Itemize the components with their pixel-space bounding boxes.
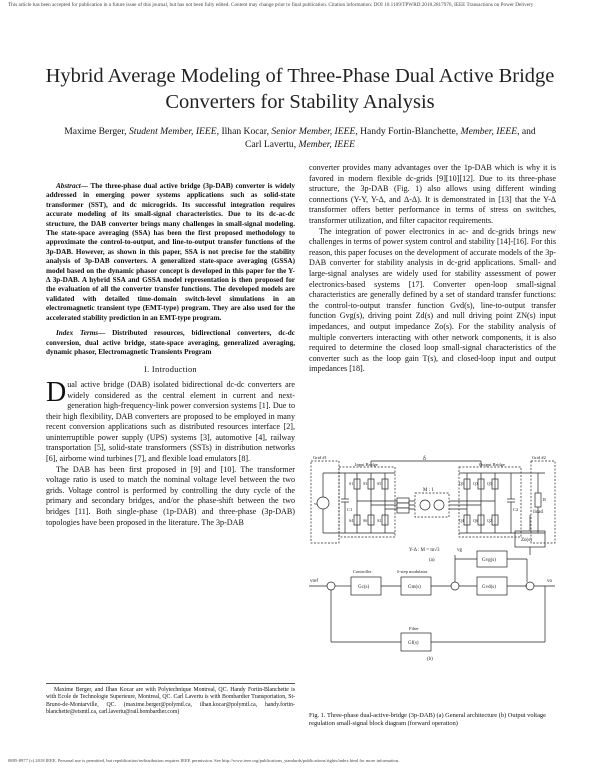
figure-1-caption: Fig. 1. Three-phase dual-active-bridge (3p-DAB) (a) General architecture (b) Output voltage regulation small-signal block diagram (forward operation) bbox=[309, 712, 546, 727]
summing-junction-3 bbox=[526, 582, 534, 590]
abstract-lead: Abstract bbox=[56, 182, 81, 190]
summing-junction-2 bbox=[451, 582, 459, 590]
iload-label: iload bbox=[533, 510, 543, 515]
author-1: Maxime Berger, bbox=[64, 126, 129, 137]
switch-q2: Q2 bbox=[487, 518, 492, 523]
modulator-label: δ-step modulator bbox=[397, 569, 428, 574]
switch-s6: S6 bbox=[363, 518, 368, 523]
paper-title: Hybrid Average Modeling of Three-Phase Dual Active Bridge Converters for Stability Analysis bbox=[45, 65, 555, 113]
journal-header-note: This article has been accepted for publication in a future issue of this journal, but has not been fully edited. Content may change prior to final publication. Citation information: DOI 10.1109/TPWRD.2018.2817976, IEEE Transactions on Power Delivery bbox=[8, 2, 534, 8]
left-column bbox=[46, 182, 295, 528]
index-terms-text: — Distributed resources, bidirectional converters, dc-dc conversion, dual active bridge, state-space averaging, generalized averaging, dynamic phasor, Electromagnetic Transients Program bbox=[46, 329, 295, 356]
switch-q4: Q4 bbox=[459, 518, 464, 523]
author-3: , Handy Fortin-Blanchette, bbox=[355, 126, 461, 137]
source-symbol bbox=[317, 497, 329, 509]
drop-cap: D bbox=[46, 376, 67, 408]
zo-block-label: Zo(s) bbox=[521, 538, 532, 543]
switch-q6: Q6 bbox=[473, 518, 478, 523]
panel-a-label: (a) bbox=[429, 558, 435, 563]
load-r-label: R bbox=[543, 497, 547, 502]
panel-b-label: (b) bbox=[427, 657, 433, 662]
figure-1-diagram bbox=[309, 455, 556, 710]
intro-paragraph-1-text: ual active bridge (DAB) isolated bidirectional dc-dc converters are widely considered as the central element in current and next-generation high-frequency-link power conversion systems [1]. Due to their high flexibility, DAB converters are proposed to be employed in many recent conversion applications such as distributed resources interface [2], uninterruptible power supply (UPS) systems [3], automotive [4], railway transportation [5], solid-state transformers (SSTs) in distribution networks [6], airborne wind turbines [7], and flexible load emulators [8]. bbox=[46, 379, 295, 464]
figure-1 bbox=[309, 455, 556, 710]
c1-label: C1 bbox=[347, 507, 353, 512]
switch-q1: Q1 bbox=[459, 481, 464, 486]
switch-s5: S5 bbox=[377, 481, 382, 486]
summing-junction-1 bbox=[327, 582, 335, 590]
grid-2-label: Grid #2 bbox=[532, 455, 546, 460]
abstract-text: — The three-phase dual active bridge (3p-DAB) converter is widely addressed in emerging power systems applications such as solid-state transformer (SST), and dc microgrids. Its successful integration requires accurate modeling of its small-signal characteristics. Due to its dc-ac-dc structure, the DAB converter brings many challenges in small-signal modeling. The state-space averaging (SSA) has been the first proposed methodology to approximate the control-to-output, and line-to-output transfer functions of the 3p-DAB. However, as shown in this paper, SSA is not precise for the stability analysis of 3p-DAB converters. A generalized state-space averaging (GSSA) model based on the dynamic phasor concept is developed in this paper for the Y-Δ 3p-DAB. A hybrid SSA and GSSA model representation is then proposed for the evaluation of all the converter transfer functions. The developed models are validated with detailed time-domain switch-level simulations in an electromagnetic transient type (EMT-type) program. They are also used for the accelerated stability prediction in an EMT-type program. bbox=[46, 182, 295, 322]
section-heading-introduction: I. Introduction bbox=[144, 365, 197, 375]
author-2: , Ilhan Kocar, bbox=[216, 126, 272, 137]
vg-label: vg bbox=[457, 548, 462, 553]
body-paragraph-2: The integration of power electronics in ac- and dc-grids brings new challenges in terms of power system control and stability [14]-[16]. For this reason, this paper focuses on the development of accurate models of the 3p-DAB converter for stability analysis in dc-grid applications. Small- and large-signal analyses are widely used for stability assessment of power electronics-based systems [17]. Converter open-loop small-signal characteristics are generally defined by a set of standard transfer functions: the control-to-output transfer function Gvd(s), line-to-output transfer function Gvg(s), driving point Zd(s) and null driving point ZN(s) input impedances, and output impedance Zo(s). For the stability analysis of multiple converters interacting with other network components, it is also required to determine the closed loop small-signal characteristics of the converter such as the loop gain T(s), and closed-loop input and output impedances [18]. bbox=[309, 226, 556, 374]
gc-block-label: Gc(s) bbox=[358, 585, 370, 590]
author-affiliation-footnote: Maxime Berger, and Ilhan Kocar are with Polytechnique Montreal, QC. Handy Fortin-Blanchette is with Ecole de Technologie Superieure, Montreal, QC. Carl Lavertu is with Bombardier Transportation, St-Bruno-de-Montarville, QC. (maxime.berger@polymtl.ca, ilhan.kocar@polymtl.ca, handy.fortin-blanchette@etsmtl.ca, carl.lavertu@rail.bombardier.com) bbox=[46, 683, 295, 717]
index-terms bbox=[46, 329, 295, 357]
gf-block-label: Gf(s) bbox=[408, 641, 419, 646]
author-4: , and Carl Lavertu, bbox=[244, 126, 536, 150]
gvg-block-label: Gvg(s) bbox=[482, 558, 496, 563]
copyright-note: 0885-8977 (c) 2018 IEEE. Personal use is permitted, but republication/redistribution requires IEEE permission. See http://www.ieee.org/publications_standards/publications/rights/index.html for more information. bbox=[8, 758, 400, 763]
author-2-role: Senior Member, IEEE bbox=[271, 126, 356, 137]
controller-label: Controller bbox=[353, 569, 372, 574]
gm-block-label: Gm(s) bbox=[408, 585, 421, 590]
vo-label: vo bbox=[547, 579, 552, 584]
transformer-ratio-label: Y-Δ : M = m√3 bbox=[409, 548, 440, 553]
switch-s1: S1 bbox=[349, 481, 354, 486]
grid-1-label: Grid #1 bbox=[313, 455, 327, 460]
gvd-block-label: Gvd(s) bbox=[482, 585, 496, 590]
switch-q3: Q3 bbox=[473, 481, 478, 486]
switch-s4: S4 bbox=[349, 518, 354, 523]
turns-label: M : 1 bbox=[423, 488, 434, 493]
c2-label: C2 bbox=[513, 507, 519, 512]
output-bridge-label: Output Bridge bbox=[479, 462, 505, 467]
delta-label: δ bbox=[423, 456, 426, 462]
input-bridge-label: Input Bridge bbox=[355, 462, 378, 467]
abstract bbox=[46, 182, 295, 323]
switch-s2: S2 bbox=[377, 518, 382, 523]
switch-s3: S3 bbox=[363, 481, 368, 486]
author-3-role: Member, IEEE bbox=[460, 126, 518, 137]
intro-paragraph-1 bbox=[46, 376, 295, 465]
vi-label: vi bbox=[314, 501, 318, 506]
index-terms-lead: Index Terms bbox=[56, 329, 99, 338]
switch-q5: Q5 bbox=[487, 481, 492, 486]
author-1-role: Student Member, IEEE bbox=[128, 126, 217, 137]
author-4-role: Member, IEEE bbox=[298, 139, 356, 150]
filter-label: Filter bbox=[409, 626, 419, 631]
body-paragraph-1: converter provides many advantages over the 1p-DAB which is why it is favored in modern flexible dc-grids [9][10][12]. Due to its three-phase structure, the 3p-DAB (Fig. 1) also allows using different winding connections (Y-Y, Y-Δ, and Δ-Δ). It is demonstrated in [13] that the Y-Δ transformer offers better performance in terms of stress on switches, transformer utilization, and filter capacitor requirements. bbox=[309, 163, 556, 225]
right-column bbox=[309, 163, 556, 375]
author-list bbox=[60, 125, 540, 151]
vref-label: vref bbox=[310, 579, 319, 584]
intro-paragraph-2: The DAB has been first proposed in [9] and [10]. The transformer voltage ratio is used to match the nominal voltage level between the two grids. Voltage control is performed by controlling the duty cycle of the primary and secondary bridges, and/or the phase-shift between the two bridges [11]. Both single-phase (1p-DAB) and three-phase (3p-DAB) topologies have been proposed in the literature. The 3p-DAB bbox=[46, 464, 295, 527]
